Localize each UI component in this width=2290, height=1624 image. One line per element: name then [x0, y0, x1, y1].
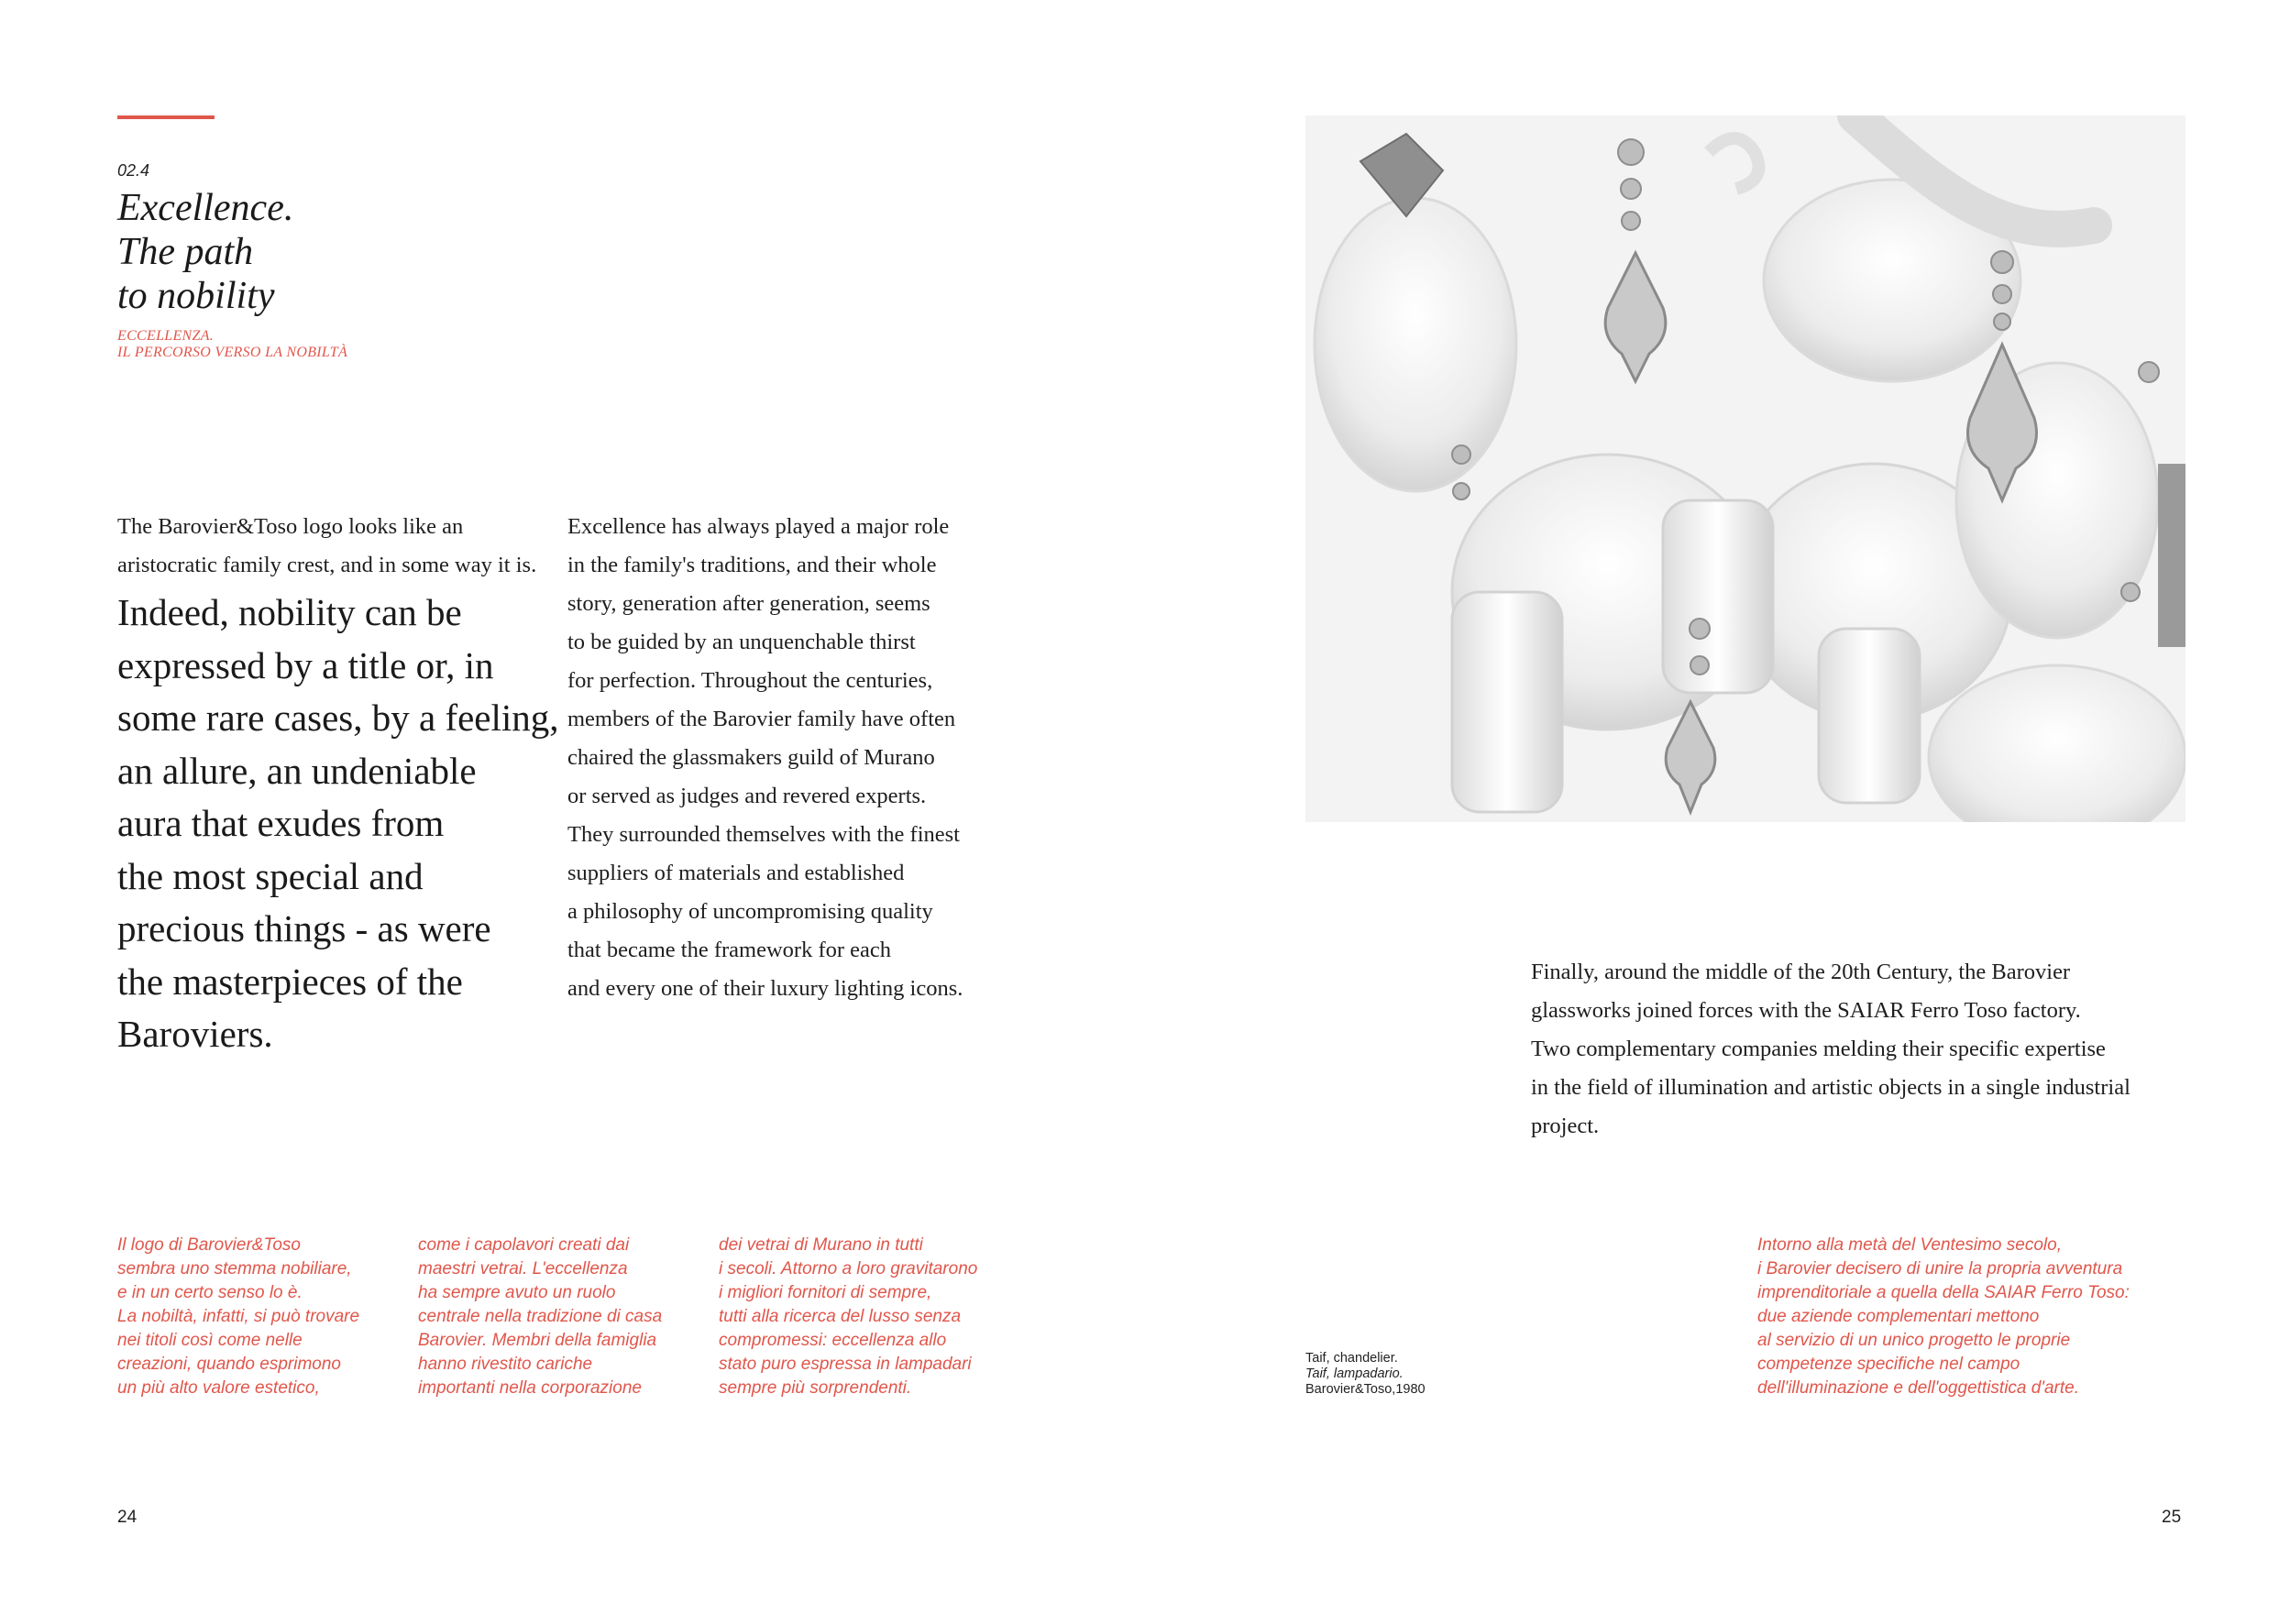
italian-column-1 [117, 1234, 359, 1400]
italian-right [1757, 1234, 2130, 1400]
text-line: glassworks joined forces with the SAIAR Ferro Toso factory. [1531, 998, 2081, 1023]
text-line: story, generation after generation, seems [567, 591, 930, 616]
title-line: to nobility [117, 275, 275, 317]
text-line: sembra uno stemma nobiliare, [117, 1259, 352, 1278]
page-number-left: 24 [117, 1508, 138, 1527]
title-line: Excellence. [117, 187, 294, 229]
text-line: sempre più sorprendenti. [719, 1378, 912, 1398]
text-line: that became the framework for each [567, 938, 892, 962]
text-line: creazioni, quando esprimono [117, 1355, 341, 1374]
text-line: come i capolavori creati dai [418, 1235, 630, 1255]
text-line: The Barovier&Toso logo looks like an [117, 514, 464, 539]
text-line: aristocratic family crest, and in some way it is. [117, 553, 537, 577]
text-line: nei titoli così come nelle [117, 1331, 303, 1350]
text-line: al servizio di un unico progetto le proprie [1757, 1331, 2071, 1350]
text-line: centrale nella tradizione di casa [418, 1307, 663, 1326]
text-line: La nobiltà, infatti, si può trovare [117, 1307, 360, 1326]
text-line: i migliori fornitori di sempre, [719, 1283, 932, 1302]
subtitle-italian [117, 328, 347, 361]
text-line: to be guided by an unquenchable thirst [567, 630, 916, 654]
text-line: in the field of illumination and artistic objects in a single industrial [1531, 1075, 2130, 1100]
body-right [1531, 953, 2130, 1146]
text-line: competenze specifiche nel campo [1757, 1355, 2020, 1374]
pull-quote [117, 587, 559, 1061]
text-line: or served as judges and revered experts. [567, 784, 927, 808]
chandelier-photo [1305, 115, 2185, 822]
accent-rule [117, 115, 215, 119]
text-line: un più alto valore estetico, [117, 1378, 320, 1398]
text-line: precious things - as were [117, 907, 491, 949]
text-line: e in un certo senso lo è. [117, 1283, 303, 1302]
subtitle-line: IL PERCORSO VERSO LA NOBILTÀ [117, 345, 348, 360]
text-line: Finally, around the middle of the 20th Century, the Barovier [1531, 960, 2071, 984]
text-line: ha sempre avuto un ruolo [418, 1283, 616, 1302]
page-title [117, 186, 293, 318]
text-line: They surrounded themselves with the finest [567, 822, 960, 847]
text-line: some rare cases, by a feeling, [117, 697, 559, 739]
text-line: the most special and [117, 854, 424, 897]
text-line: Two complementary companies melding their specific expertise [1531, 1037, 2106, 1061]
text-line: imprenditoriale a quella della SAIAR Ferro Toso: [1757, 1283, 2130, 1302]
text-line: i secoli. Attorno a loro gravitarono [719, 1259, 978, 1278]
text-line: Barovier. Membri della famiglia [418, 1331, 657, 1350]
text-line: suppliers of materials and established [567, 861, 905, 885]
text-line: Il logo di Barovier&Toso [117, 1235, 301, 1255]
text-line: dell'illuminazione e dell'oggettistica d'arte. [1757, 1378, 2079, 1398]
photo-caption [1305, 1351, 1426, 1398]
text-line: members of the Barovier family have often [567, 707, 956, 731]
text-line: an allure, an undeniable [117, 749, 477, 792]
text-line: importanti nella corporazione [418, 1378, 642, 1398]
section-number: 02.4 [117, 161, 150, 180]
text-line: hanno rivestito cariche [418, 1355, 593, 1374]
intro-paragraph [117, 508, 536, 585]
text-line: dei vetrai di Murano in tutti [719, 1235, 923, 1255]
text-line: the masterpieces of the [117, 960, 463, 1003]
italian-column-2 [418, 1234, 662, 1400]
page-number-right: 25 [2162, 1508, 2182, 1527]
text-line: Excellence has always played a major role [567, 514, 950, 539]
title-line: The path [117, 231, 254, 273]
text-line: Indeed, nobility can be [117, 591, 462, 633]
text-line: chaired the glassmakers guild of Murano [567, 745, 935, 770]
caption-line: Taif, chandelier. [1305, 1351, 1398, 1366]
text-line: project. [1531, 1114, 1600, 1138]
text-line: tutti alla ricerca del lusso senza [719, 1307, 962, 1326]
italian-column-3 [719, 1234, 977, 1400]
text-line: Baroviers. [117, 1013, 273, 1055]
text-line: expressed by a title or, in [117, 643, 494, 686]
text-line: in the family's traditions, and their whole [567, 553, 937, 577]
text-line: stato puro espressa in lampadari [719, 1355, 972, 1374]
caption-credit: Barovier&Toso,1980 [1305, 1382, 1426, 1397]
text-line: compromessi: eccellenza allo [719, 1331, 947, 1350]
text-line: a philosophy of uncompromising quality [567, 899, 933, 924]
text-line: maestri vetrai. L'eccellenza [418, 1259, 628, 1278]
text-line: due aziende complementari mettono [1757, 1307, 2040, 1326]
text-line: i Barovier decisero di unire la propria avventura [1757, 1259, 2123, 1278]
body-column-2 [567, 508, 963, 1008]
caption-line-italian: Taif, lampadario. [1305, 1366, 1404, 1381]
text-line: aura that exudes from [117, 802, 445, 844]
text-line: and every one of their luxury lighting icons. [567, 976, 963, 1001]
text-line: for perfection. Throughout the centuries, [567, 668, 933, 693]
subtitle-line: ECCELLENZA. [117, 328, 215, 344]
text-line: Intorno alla metà del Ventesimo secolo, [1757, 1235, 2062, 1255]
